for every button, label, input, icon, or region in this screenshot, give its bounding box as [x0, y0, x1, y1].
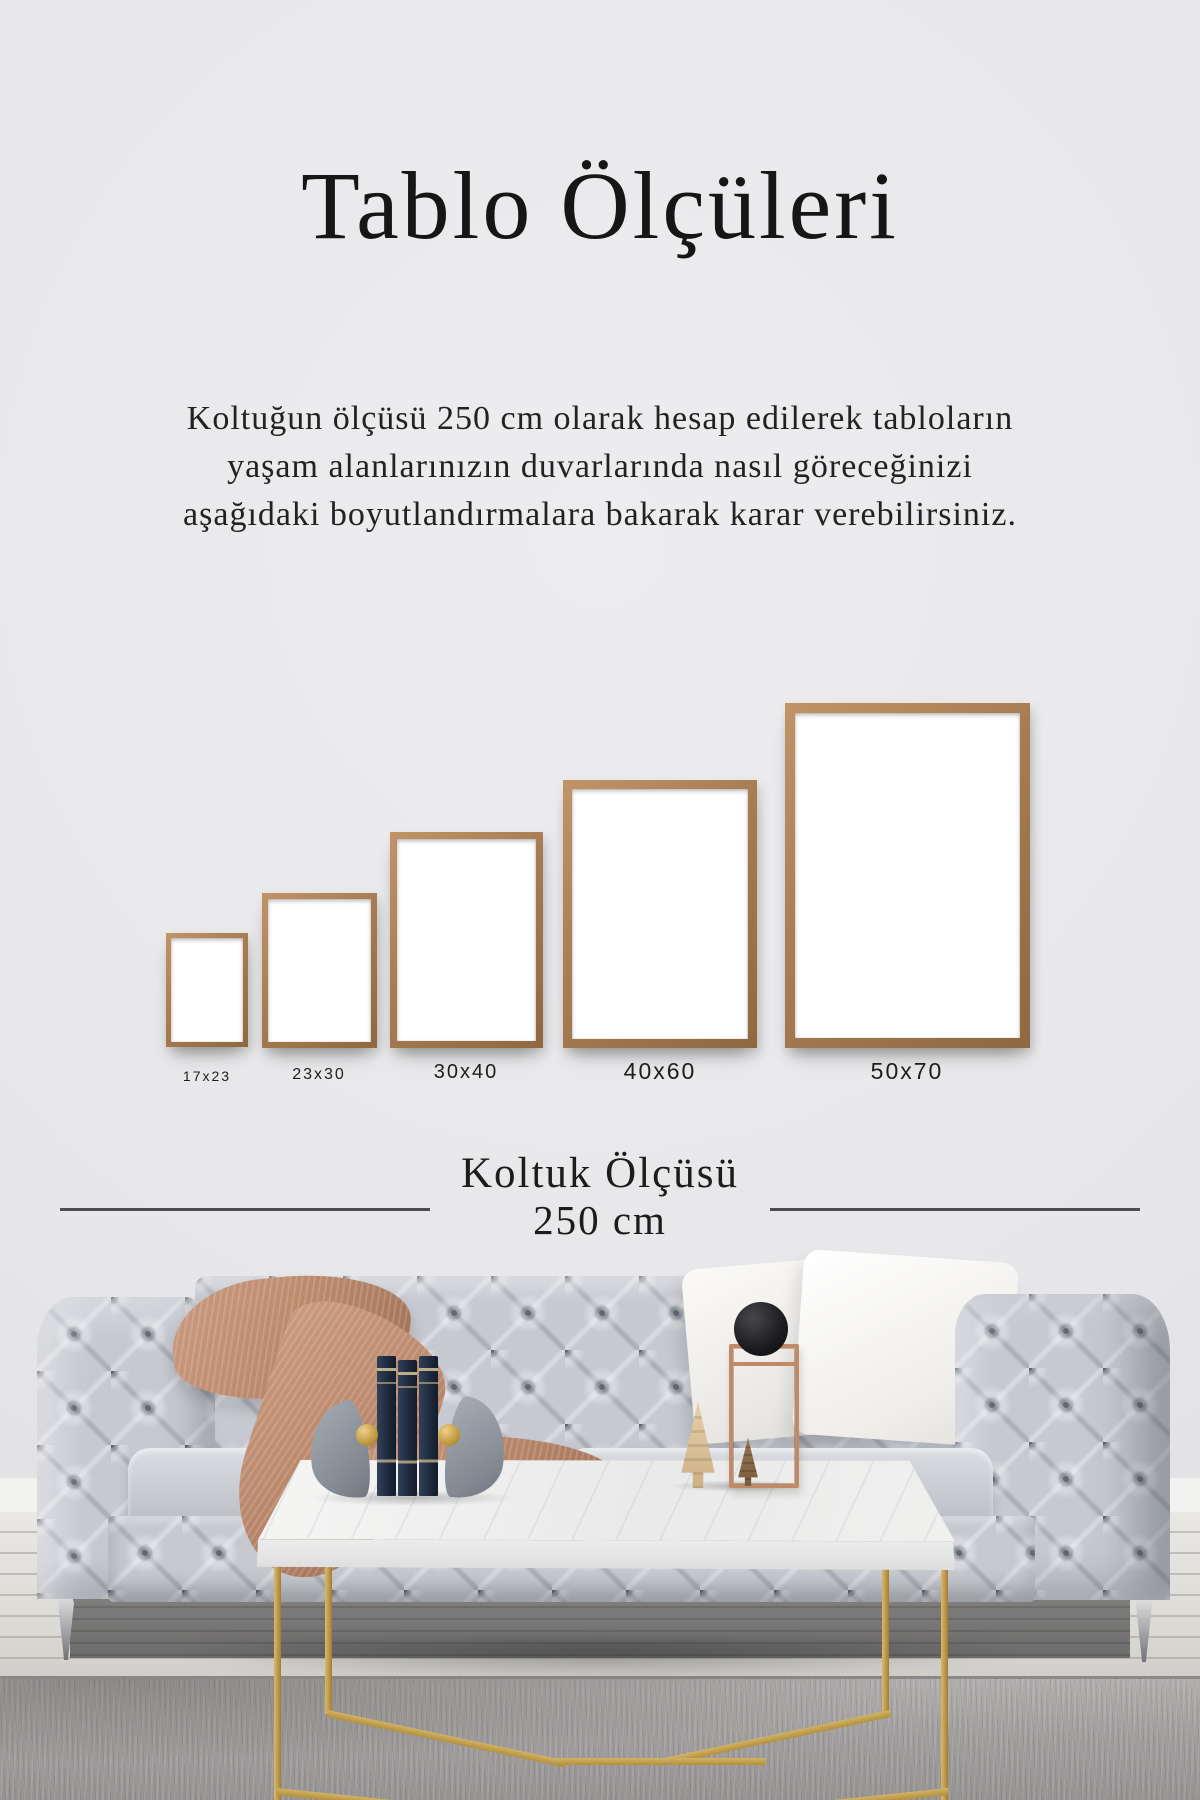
- size-frame-23x30: [262, 893, 377, 1048]
- frame-size-label-17x23: 17x23: [182, 1068, 232, 1084]
- frame-mat: [268, 899, 371, 1042]
- table-slab-edge: [256, 1538, 956, 1570]
- intro-line-1: Koltuğun ölçüsü 250 cm olarak hesap edilerek tabloların: [186, 400, 1014, 437]
- size-frame-17x23: [166, 933, 248, 1047]
- page-title: Tablo Ölçüleri: [301, 152, 899, 259]
- frame-size-label-30x40: 30x40: [433, 1061, 499, 1083]
- frame-mat: [397, 839, 536, 1041]
- size-frame-30x40: [390, 832, 543, 1048]
- measure-line-left: [60, 1208, 430, 1211]
- navy-book: [398, 1360, 417, 1496]
- size-frame-40x60: [563, 780, 757, 1048]
- gray-rug: [0, 1676, 1200, 1800]
- size-frame-50x70: [785, 703, 1030, 1048]
- measure-line-right: [770, 1208, 1140, 1211]
- lantern-bar: [733, 1362, 795, 1366]
- navy-book: [377, 1356, 396, 1496]
- gold-ball-bookend-left: [356, 1424, 378, 1446]
- frame-mat: [171, 938, 243, 1042]
- black-sphere-decor: [734, 1302, 788, 1356]
- intro-line-2: yaşam alanlarınızın duvarlarında nasıl göreceğinizi: [227, 448, 973, 485]
- rose-gold-lantern: [729, 1344, 799, 1488]
- table-leg-front-right: [941, 1568, 948, 1800]
- intro-line-3: aşağıdaki boyutlandırmalara bakarak karar verebilirsiniz.: [183, 496, 1017, 533]
- navy-book: [419, 1356, 438, 1496]
- sofa-measure-title: Koltuk Ölçüsü: [460, 1150, 740, 1197]
- gold-ball-bookend-right: [438, 1424, 460, 1446]
- sofa-ground-shadow: [30, 1640, 1170, 1682]
- frame-size-label-50x70: 50x70: [870, 1058, 944, 1084]
- sofa-measure-value: 250 cm: [533, 1197, 667, 1243]
- frame-size-label-40x60: 40x60: [623, 1058, 697, 1084]
- frame-mat: [572, 789, 748, 1039]
- table-leg-back-left: [325, 1560, 332, 1714]
- intro-text: [0, 395, 1200, 539]
- table-leg-front-left: [274, 1564, 281, 1800]
- frame-size-label-23x30: 23x30: [292, 1066, 346, 1083]
- table-leg-back-right: [882, 1564, 889, 1714]
- table-brace-center: [556, 1758, 766, 1765]
- frame-mat: [795, 713, 1020, 1038]
